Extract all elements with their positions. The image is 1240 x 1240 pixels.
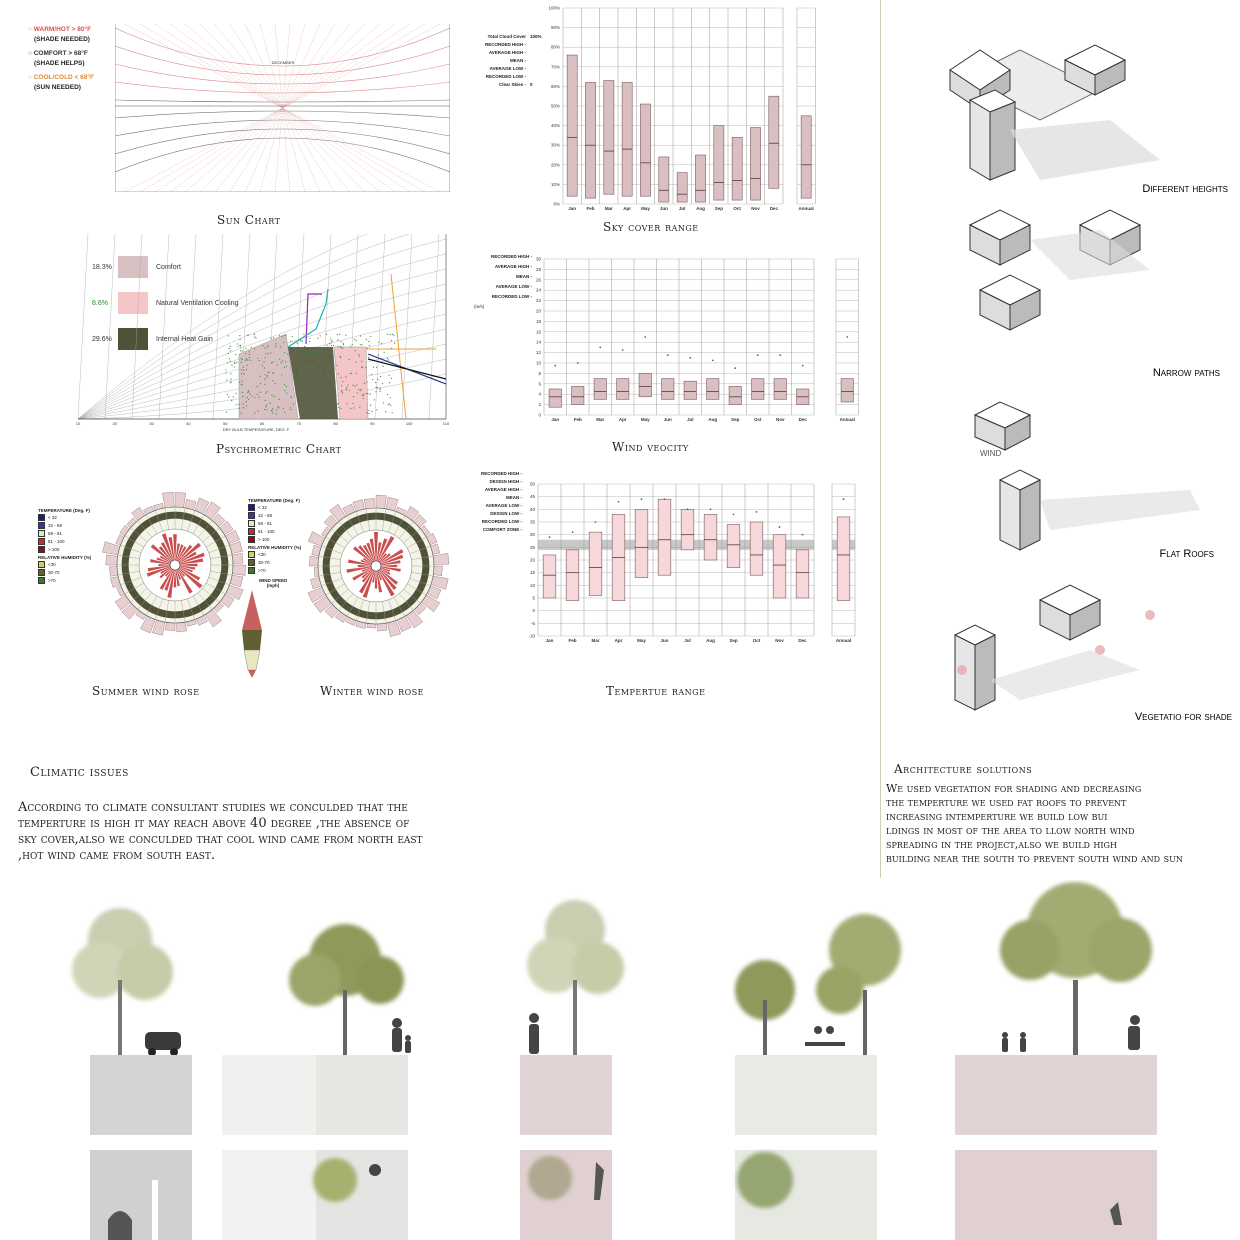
rose-rh-swatch: [248, 551, 255, 558]
panel-divider: [880, 0, 881, 878]
chart-legend-item: MEAN -: [516, 274, 532, 279]
rose-temp-label: < 32: [48, 515, 57, 520]
recorded-high-point: [641, 498, 643, 500]
y-tick-label: 15: [529, 570, 535, 576]
recorded-high-point: [554, 365, 556, 367]
massing-different-heights: [950, 45, 1160, 180]
psy-legend-label: Internal Heat Gain: [156, 335, 213, 343]
chart-legend-label: AVERAGE HIGH -: [488, 50, 526, 55]
recorded-high-point: [802, 365, 804, 367]
psy-x-tick: 30: [149, 421, 154, 426]
street-sections: [0, 880, 1240, 1240]
y-tick-label: 80%: [550, 44, 560, 50]
summer-wind-rose-caption: Summer wind rose: [92, 684, 200, 698]
sun-chart-legend: [28, 26, 118, 98]
x-tick-label: Nov: [751, 206, 760, 211]
rose-rh-label: >70: [258, 568, 266, 573]
bar-avg-range: [727, 525, 740, 568]
rose-temp-swatch: [38, 538, 45, 545]
x-tick-label: Jan: [568, 206, 577, 211]
sky-cover-caption: Sky cover range: [603, 220, 699, 234]
recorded-high-point: [843, 498, 845, 500]
y-tick-label: 2: [538, 402, 541, 408]
x-tick-label: May: [641, 206, 650, 211]
bar-avg-range: [567, 55, 577, 196]
rose-temp-legend-item: [38, 546, 91, 553]
psychrometric-caption: Psychrometric Chart: [216, 442, 342, 456]
x-tick-label: Aug: [708, 417, 718, 422]
psy-legend-label: Comfort: [156, 263, 181, 271]
rose-temp-legend-item: [38, 538, 91, 545]
architecture-solutions-title: Architecture solutions: [894, 762, 1033, 776]
bar-avg-range: [604, 81, 614, 195]
comfort-zone-band: [538, 540, 814, 550]
x-tick-label: Oct: [733, 206, 741, 211]
chart-legend-label: RECORDED HIGH -: [484, 42, 526, 47]
y-tick-label: 22: [535, 298, 541, 304]
y-tick-label: 25: [529, 544, 535, 550]
rose-rh-swatch: [248, 567, 255, 574]
x-tick-label: Dec: [769, 206, 778, 211]
x-tick-label: Dec: [798, 638, 807, 643]
recorded-high-point: [710, 508, 712, 510]
chart-legend-label: MEAN -: [510, 58, 526, 63]
chart-legend-item: [466, 57, 542, 65]
architecture-diagrams: [900, 10, 1235, 730]
chart-legend-item: RECORDED HIGH -: [490, 254, 532, 259]
chart-legend-item: [466, 49, 542, 57]
chart-legend-label: RECORDED LOW -: [485, 74, 526, 79]
x-tick-label: Jun: [663, 417, 672, 422]
chart-legend-value: 100%: [530, 34, 542, 39]
rose-temp-label: 69 - 81: [48, 531, 63, 536]
sun-legend-item: [28, 26, 118, 43]
x-tick-label: Feb: [586, 206, 595, 211]
y-tick-label: 40: [529, 506, 535, 512]
bar-avg-range: [677, 173, 687, 202]
rose-rh-label: >70: [48, 578, 56, 583]
y-tick-label: 16: [535, 329, 541, 335]
recorded-high-point: [577, 362, 579, 364]
x-tick-label: Apr: [623, 206, 632, 211]
chart-legend-label: Total Cloud Cover: [487, 34, 526, 39]
y-tick-label: 20: [535, 308, 541, 314]
wind-annotation: WIND: [980, 449, 1002, 458]
rose-rh-label: <30: [48, 562, 56, 567]
chart-legend-label: AVERAGE LOW -: [489, 66, 526, 71]
bar-avg-range: [704, 514, 717, 560]
bar-avg-range: [594, 379, 606, 400]
bar-avg-range: [639, 373, 651, 396]
y-tick-label: 4: [538, 391, 541, 397]
rose-temp-swatch: [248, 512, 255, 519]
psy-x-tick: 70: [296, 421, 302, 426]
chart-legend-item: AVERAGE HIGH -: [494, 264, 532, 269]
bar-avg-range: [796, 550, 809, 598]
bar-avg-range: [659, 157, 669, 202]
x-tick-label: Annual: [835, 638, 852, 643]
x-tick-label: Sep: [731, 417, 740, 422]
y-tick-label: 40%: [550, 123, 560, 129]
y-tick-label: 30: [535, 256, 541, 262]
y-tick-label: 26: [535, 277, 541, 283]
bar-avg-range: [750, 522, 763, 575]
y-tick-label: 10: [529, 582, 535, 588]
bar-avg-range: [585, 82, 595, 198]
section-stone: [222, 924, 411, 1240]
bar-avg-range: [801, 116, 811, 198]
recorded-high-point: [779, 526, 781, 528]
x-tick-label: Jul: [678, 206, 686, 211]
bar-avg-range: [750, 128, 760, 201]
sun-legend-note: (SHADE HELPS): [34, 60, 85, 67]
y-tick-label: 24: [535, 287, 541, 293]
sun-chart-center-label: DECEMBER: [271, 60, 295, 65]
rose-temp-swatch: [38, 522, 45, 529]
bar-avg-range: [774, 379, 786, 400]
x-tick-label: Apr: [614, 638, 623, 643]
recorded-high-point: [644, 336, 646, 338]
wind-velocity-legend: RECORDED HIGH - AVERAGE HIGH - MEAN - AVERAGE LOW - RECORDED LOW - (m/s): [462, 252, 532, 312]
chart-legend-item: [466, 81, 542, 89]
recorded-high-point: [712, 360, 714, 362]
rose-temp-label: 32 - 69: [48, 523, 63, 528]
climatic-issues-text: According to climate consultant studies we conculded that the temperture is high it may reach above 40 degree ,the absence of sky cover,also we conculded that cool wind came from north east ,hot wind came from south east.: [18, 800, 423, 863]
x-tick-label: Jan: [551, 417, 560, 422]
chart-legend-item: RECORDED LOW -: [491, 294, 532, 299]
recorded-high-point: [846, 336, 848, 338]
summer-temp-legend: TEMPERATURE (Deg. F) < 32 32 - 69 69 - 81 81 - 100 > 100 RELATIVE HUMIDITY (%) <30 30-70 >70: [38, 508, 92, 583]
psy-x-tick: 90: [370, 421, 375, 426]
wind-velocity-chart: [530, 253, 865, 425]
sun-chart: [115, 24, 450, 192]
sun-legend-item: [28, 74, 118, 91]
panel-caption-vegetation: Vegetatio for shade: [1134, 711, 1232, 723]
y-tick-label: 20%: [550, 162, 560, 168]
sun-legend-label: ○ WARM/HOT > 80°F: [28, 26, 92, 33]
y-tick-label: 20: [529, 557, 535, 563]
psychrometric-chart: [76, 234, 456, 434]
bar-avg-range: [589, 532, 602, 595]
recorded-high-point: [687, 508, 689, 510]
rose-temp-label: > 100: [258, 537, 270, 542]
rose-temp-swatch: [248, 520, 255, 527]
recorded-high-point: [779, 354, 781, 356]
rose-rh-label: 30-70: [258, 560, 270, 565]
rose-temp-label: 81 - 100: [258, 529, 275, 534]
rose-rh-swatch: [38, 569, 45, 576]
psy-x-axis-label: DRY BULB TEMPERATURE, DEG. F: [222, 427, 290, 432]
x-tick-label: May: [640, 417, 650, 422]
y-tick-label: 30%: [550, 142, 560, 148]
chart-legend-item: AVERAGE LOW -: [495, 284, 532, 289]
massing-narrow-paths: [970, 210, 1150, 330]
temperature-legend: [452, 470, 522, 534]
bar-avg-range: [773, 535, 786, 598]
rose-temp-swatch: [248, 536, 255, 543]
bar-avg-range: [684, 381, 696, 399]
bar-avg-range: [769, 96, 779, 188]
psy-x-tick: 20: [112, 421, 118, 426]
x-tick-label: Dec: [798, 417, 807, 422]
y-tick-label: 45: [529, 494, 535, 500]
chart-legend-item: [466, 41, 542, 49]
recorded-high-point: [599, 347, 601, 349]
bar-avg-range: [841, 379, 853, 402]
rose-temp-label: 69 - 81: [258, 521, 273, 526]
x-tick-label: Sep: [714, 206, 723, 211]
y-tick-label: 100%: [548, 5, 560, 11]
x-tick-label: Annual: [798, 206, 814, 211]
x-tick-label: Jul: [684, 638, 691, 643]
bar-avg-range: [707, 379, 719, 400]
section-pink-plaza: [520, 900, 624, 1240]
section-bench: [735, 914, 901, 1240]
x-tick-label: Jun: [660, 638, 669, 643]
temperature-caption: Tempertue range: [606, 684, 706, 698]
bar-avg-range: [572, 386, 584, 404]
section-road: [72, 908, 192, 1240]
rose-temp-label: 81 - 100: [48, 539, 65, 544]
recorded-high-point: [622, 349, 624, 351]
architecture-solutions-text: We used vegetation for shading and decreasing the temperture we used fat roofs to prevent increasing intemperture we build low bui ldings in most of the area to llow north wind spreading in the project,also we build high building near the south to prevent south wind and sun: [886, 782, 1183, 865]
recorded-high-point: [756, 511, 758, 513]
x-tick-label: Nov: [775, 417, 785, 422]
chart-legend-item: MEAN -: [506, 495, 522, 500]
chart-legend-item: RECORDED LOW -: [481, 519, 522, 524]
psy-orange-vert: [391, 274, 406, 419]
x-tick-label: Aug: [696, 206, 705, 211]
bar-avg-range: [622, 82, 632, 196]
panel-caption-flat-roofs: Flat Roofs: [1159, 548, 1214, 560]
y-tick-label: 70%: [550, 64, 560, 70]
y-tick-label: 35: [529, 519, 535, 525]
y-tick-label: -10: [528, 633, 535, 639]
chart-legend-item: [466, 73, 542, 81]
y-tick-label: 10: [535, 360, 541, 366]
recorded-high-point: [618, 501, 620, 503]
x-tick-label: May: [637, 638, 646, 643]
bar-avg-range: [837, 517, 850, 601]
chart-legend-item: [466, 65, 542, 73]
winter-wind-rose: [290, 480, 462, 652]
y-tick-label: 8: [538, 370, 541, 376]
section-play-area: [955, 882, 1157, 1240]
x-tick-label: Mar: [591, 638, 600, 643]
chart-legend-item: DESIGN LOW -: [490, 511, 522, 516]
x-tick-label: Annual: [839, 417, 855, 422]
x-tick-label: Aug: [706, 638, 715, 643]
psy-legend-pct: 18.3%: [92, 263, 112, 271]
psy-x-tick: 10: [76, 421, 81, 426]
rose-rh-label: <30: [258, 552, 266, 557]
psy-dark-line: [368, 359, 446, 379]
psy-legend-pct: 8.6%: [92, 299, 108, 307]
rose-temp-swatch: [248, 528, 255, 535]
sun-legend-label: ○ COMFORT > 68°F: [28, 50, 88, 57]
psy-legend-pct: 29.6%: [92, 335, 112, 343]
sky-cover-chart: [545, 2, 825, 214]
panel-caption-narrow-paths: Narrow paths: [1152, 367, 1220, 379]
x-tick-label: Jan: [545, 638, 554, 643]
chart-legend-item: AVERAGE HIGH -: [484, 487, 522, 492]
winter-wind-rose-caption: Winter wind rose: [320, 684, 425, 698]
psy-x-tick: 60: [259, 421, 265, 426]
rose-temp-swatch: [38, 546, 45, 553]
x-tick-label: Apr: [618, 417, 627, 422]
rose-temp-legend-item: [38, 514, 91, 521]
psy-x-tick: 100: [405, 421, 413, 426]
bar-avg-range: [635, 509, 648, 577]
psy-x-tick: 80: [333, 421, 338, 426]
sun-chart-caption: Sun Chart: [217, 213, 281, 227]
recorded-high-point: [734, 367, 736, 369]
x-tick-label: Nov: [775, 638, 784, 643]
bar-avg-range: [714, 126, 724, 200]
y-tick-label: 0: [532, 608, 535, 614]
recorded-high-point: [802, 534, 804, 536]
rose-rh-label: 30-70: [48, 570, 60, 575]
bar-avg-range: [662, 379, 674, 400]
chart-legend-item: COMFORT ZONE -: [482, 527, 522, 532]
panel-caption-different-heights: Different heights: [1142, 183, 1228, 195]
chart-legend-item: RECORDED HIGH -: [480, 471, 522, 476]
bar-avg-range: [640, 104, 650, 196]
y-tick-label: 90%: [550, 25, 560, 31]
rose-temp-label: > 100: [48, 547, 60, 552]
bar-avg-range: [752, 379, 764, 400]
temperature-chart: [524, 476, 864, 648]
rose-temp-swatch: [248, 504, 255, 511]
recorded-high-point: [549, 536, 551, 538]
bar-avg-range: [729, 386, 741, 404]
chart-legend-value: 0: [530, 82, 533, 87]
rose-rh-swatch: [248, 559, 255, 566]
psy-x-tick: 50: [222, 421, 228, 426]
x-tick-label: Jun: [659, 206, 668, 211]
bar-avg-range: [566, 550, 579, 601]
sun-legend-note: (SHADE NEEDED): [34, 36, 90, 43]
wind-speed-legend: [232, 590, 272, 678]
x-tick-label: Feb: [573, 417, 582, 422]
sun-legend-item: [28, 50, 118, 67]
winter-temp-legend: TEMPERATURE (Deg. F) < 32 32 - 69 69 - 81 81 - 100 > 100 RELATIVE HUMIDITY (%) <30 30-70 >70 WIND SPEED (mph): [248, 498, 302, 588]
rose-temp-label: 32 - 69: [258, 513, 273, 518]
y-tick-label: 0%: [553, 201, 560, 207]
bar-avg-range: [549, 389, 561, 407]
y-tick-label: 5: [532, 595, 535, 601]
y-tick-label: 50: [529, 481, 535, 487]
wind-velocity-caption: Wind veocity: [612, 440, 689, 454]
psy-x-tick: 40: [186, 421, 191, 426]
bar-avg-range: [658, 499, 671, 575]
bar-avg-range: [681, 509, 694, 550]
rose-rh-legend-item: [38, 561, 91, 568]
y-tick-label: 28: [535, 266, 541, 272]
psy-legend-label: Natural Ventilation Cooling: [156, 299, 239, 307]
rose-rh-legend-item: [38, 569, 91, 576]
x-tick-label: Sep: [729, 638, 738, 643]
sky-cover-legend: [466, 33, 542, 89]
recorded-high-point: [757, 354, 759, 356]
x-tick-label: Mar: [604, 206, 613, 211]
y-tick-label: -5: [530, 620, 535, 626]
chart-legend-item: DESIGN HIGH -: [489, 479, 522, 484]
massing-flat-roofs: [975, 402, 1200, 550]
y-tick-label: 14: [535, 339, 541, 345]
chart-legend-label: Clear Skies -: [498, 82, 526, 87]
x-tick-label: Oct: [752, 638, 761, 643]
y-tick-label: 50%: [550, 103, 560, 109]
chart-legend-item: AVERAGE LOW -: [485, 503, 522, 508]
x-tick-label: Jul: [686, 417, 694, 422]
y-tick-label: 12: [535, 350, 541, 356]
x-tick-label: Mar: [596, 417, 605, 422]
recorded-high-point: [572, 531, 574, 533]
psy-x-tick: 110: [442, 421, 450, 426]
bar-avg-range: [695, 155, 705, 202]
rose-temp-swatch: [38, 530, 45, 537]
massing-vegetation: [955, 585, 1155, 710]
x-tick-label: Oct: [753, 417, 762, 422]
rose-temp-label: < 32: [258, 505, 267, 510]
y-tick-label: 0: [538, 412, 541, 418]
rose-rh-swatch: [38, 561, 45, 568]
chart-legend-item: [466, 33, 542, 41]
recorded-high-point: [595, 521, 597, 523]
bar-avg-range: [543, 555, 556, 598]
bar-avg-range: [732, 137, 742, 200]
sun-legend-label: ○ COOL/COLD < 68°F: [28, 74, 94, 81]
rose-temp-swatch: [38, 514, 45, 521]
recorded-high-point: [667, 354, 669, 356]
climatic-issues-title: Climatic issues: [30, 765, 129, 780]
rose-temp-legend-item: [38, 530, 91, 537]
recorded-high-point: [664, 498, 666, 500]
bar-avg-range: [617, 379, 629, 400]
y-tick-label: 6: [538, 381, 541, 387]
sun-legend-note: (SUN NEEDED): [34, 84, 81, 91]
y-tick-label: 10%: [550, 181, 560, 187]
rose-temp-legend-item: [38, 522, 91, 529]
rose-rh-swatch: [38, 577, 45, 584]
recorded-high-point: [689, 357, 691, 359]
rose-rh-legend-item: [38, 577, 91, 584]
recorded-high-point: [733, 514, 735, 516]
y-tick-label: 30: [529, 532, 535, 538]
x-tick-label: Feb: [568, 638, 577, 643]
y-tick-label: 60%: [550, 83, 560, 89]
y-tick-label: 18: [535, 318, 541, 324]
